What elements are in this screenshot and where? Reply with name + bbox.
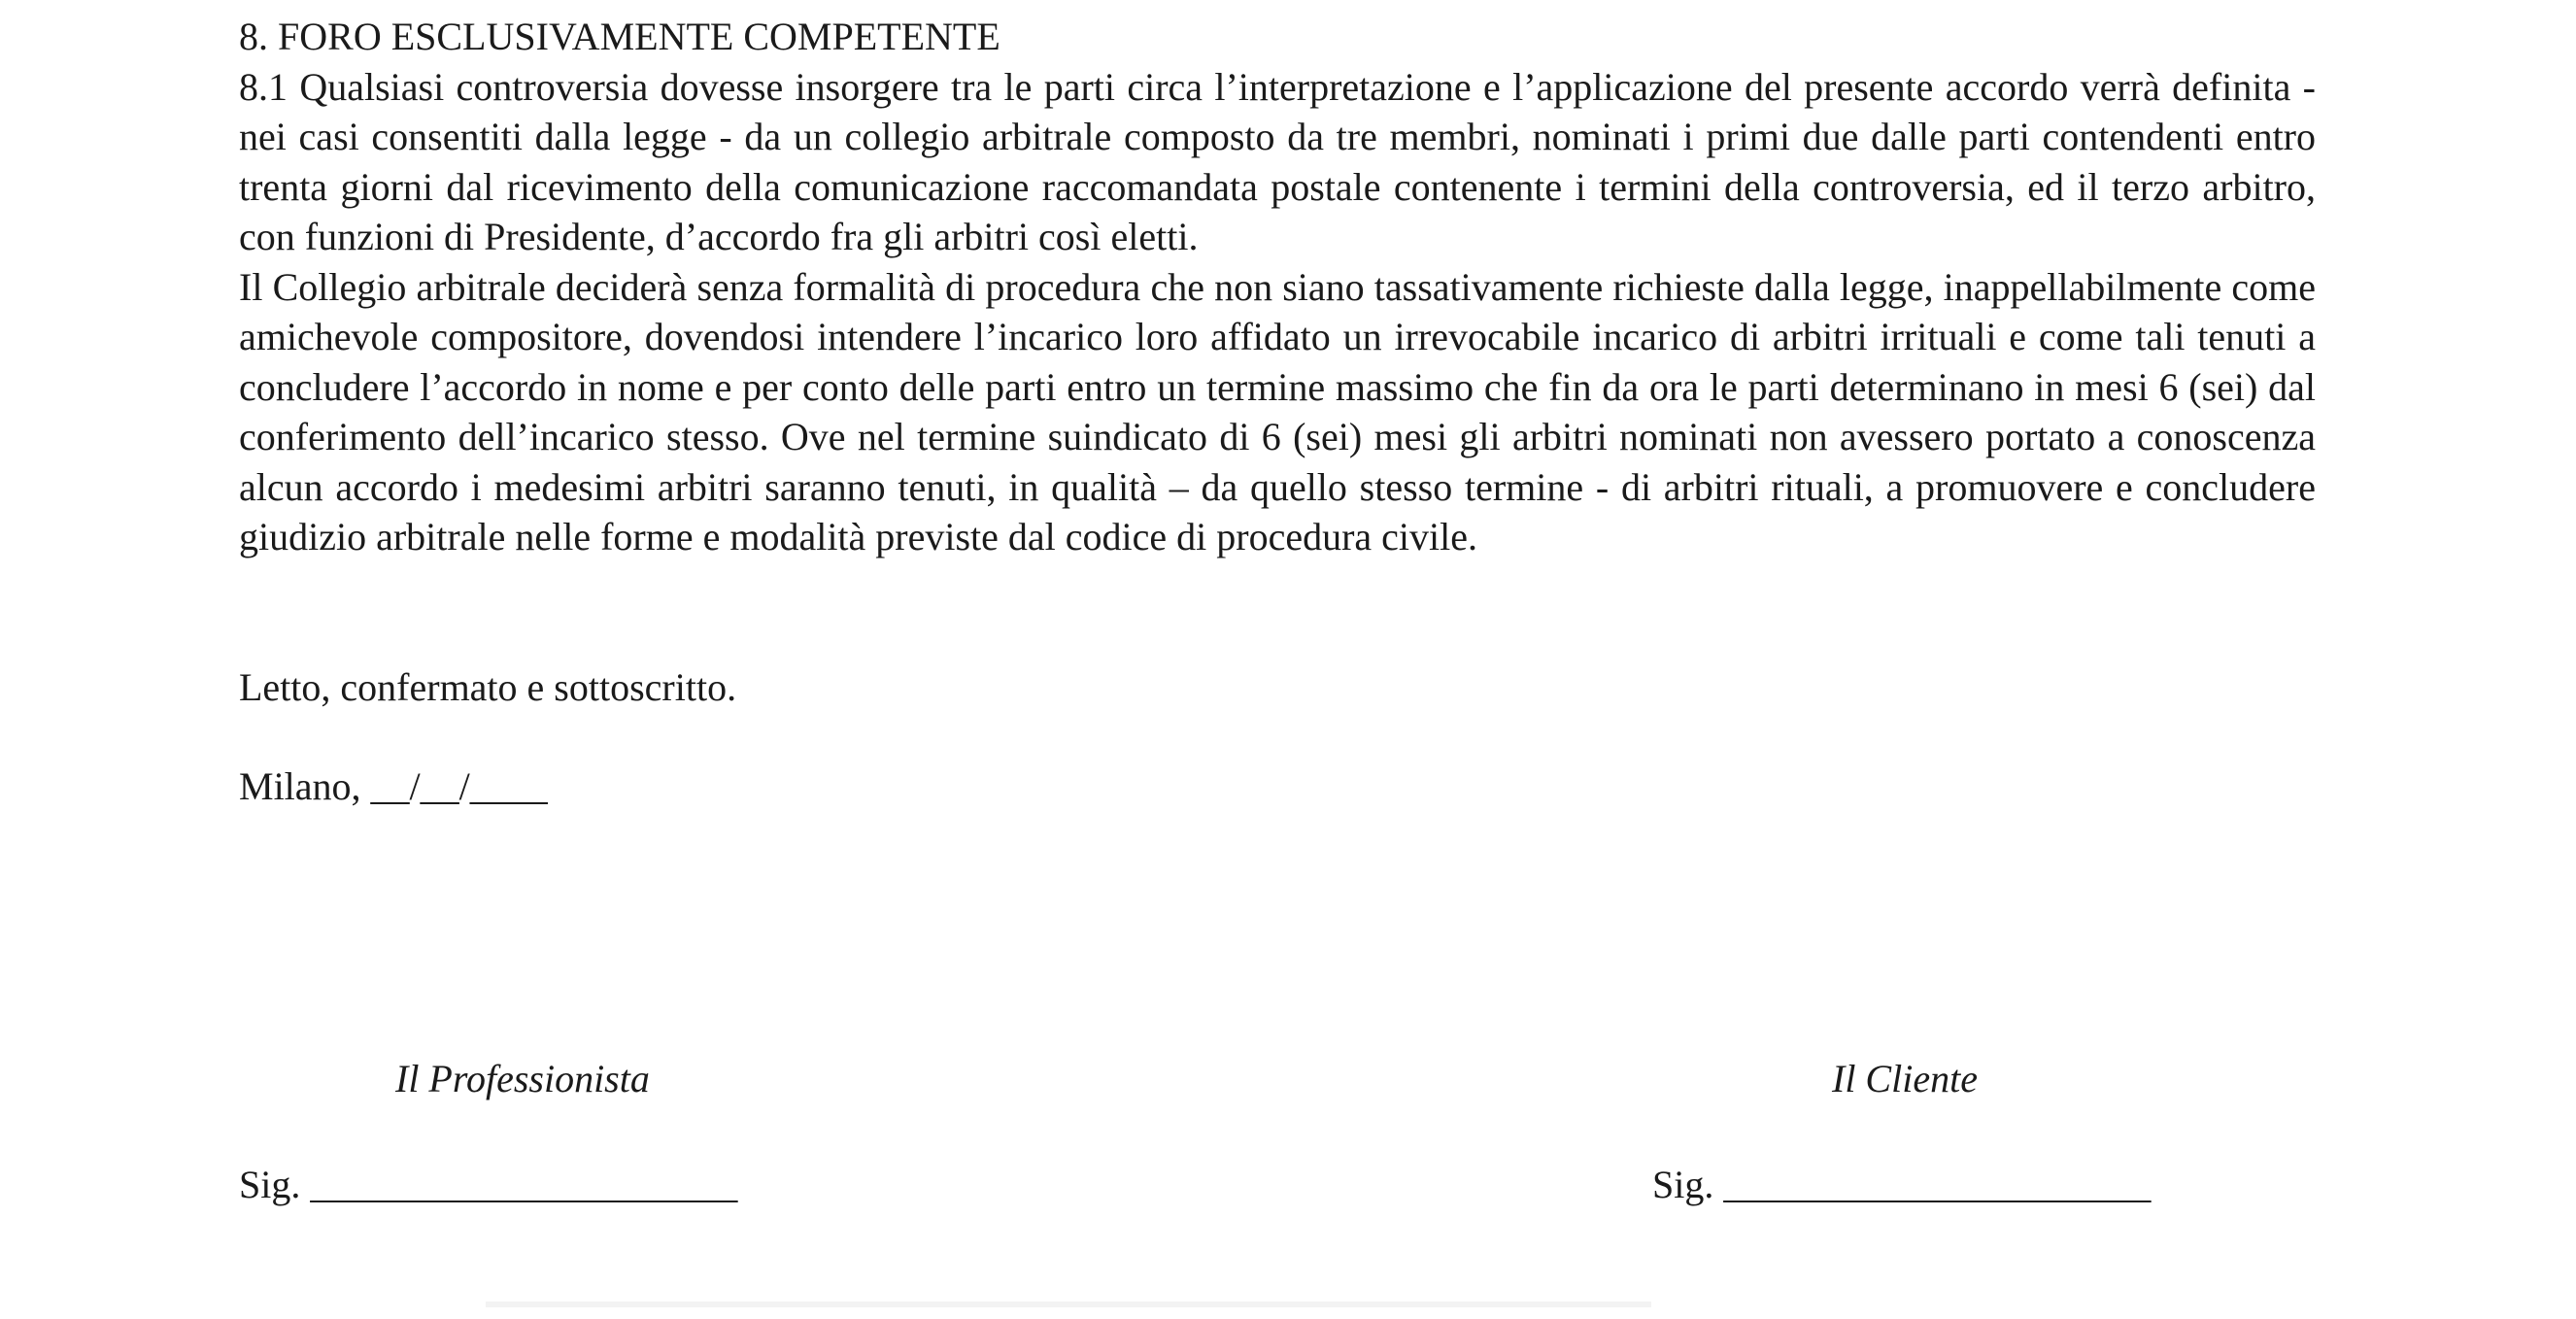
- section-heading: 8. FORO ESCLUSIVAMENTE COMPETENTE: [239, 15, 1000, 58]
- spacer: [239, 712, 2316, 761]
- client-signature-line: Sig. ______________________: [1652, 1163, 2152, 1206]
- page-footer-divider: [486, 1302, 1651, 1307]
- professional-signature-line: Sig. ______________________: [239, 1163, 738, 1206]
- spacer: [239, 562, 2316, 662]
- closing-statement: Letto, confermato e sottoscritto.: [239, 664, 737, 709]
- professional-role-label: Il Professionista: [395, 1057, 650, 1100]
- paragraph-arbitration-clause: 8.1 Qualsiasi controversia dovesse insorgere tra le parti circa l’interpretazione e l’applicazione del presente accordo verrà definita - nei casi consentiti dalla legge - da un collegio arbitrale composto da tre membri, nominati i primi due dalle parti contendenti entro trenta giorni dal ricevimento della comunicazione raccomandata postale contenente i termini della controversia, ed il terzo arbitro, con funzioni di Presidente, d’accordo fra gli arbitri così eletti.: [239, 64, 2316, 258]
- document-body: [239, 12, 2316, 812]
- place-date-line: Milano, __/__/____: [239, 764, 548, 808]
- paragraph-arbitration-procedure: Il Collegio arbitrale deciderà senza formalità di procedura che non siano tassativamente richieste dalla legge, inappellabilmente come amichevole compositore, dovendosi intendere l’incarico loro affidato un irrevocabile incarico di arbitri irrituali e come tali tenuti a concludere l’accordo in nome e per conto delle parti entro un termine massimo che fin da ora le parti determinano in mesi 6 (sei) dal conferimento dell’incarico stesso. Ove nel termine suindicato di 6 (sei) mesi gli arbitri nominati non avessero portato a conoscenza alcun accordo i medesimi arbitri saranno tenuti, in qualità – da quello stesso termine - di arbitri rituali, a promuovere e concludere giudizio arbitrale nelle forme e modalità previste dal codice di procedura civile.: [239, 264, 2316, 558]
- client-role-label: Il Cliente: [1832, 1057, 1978, 1100]
